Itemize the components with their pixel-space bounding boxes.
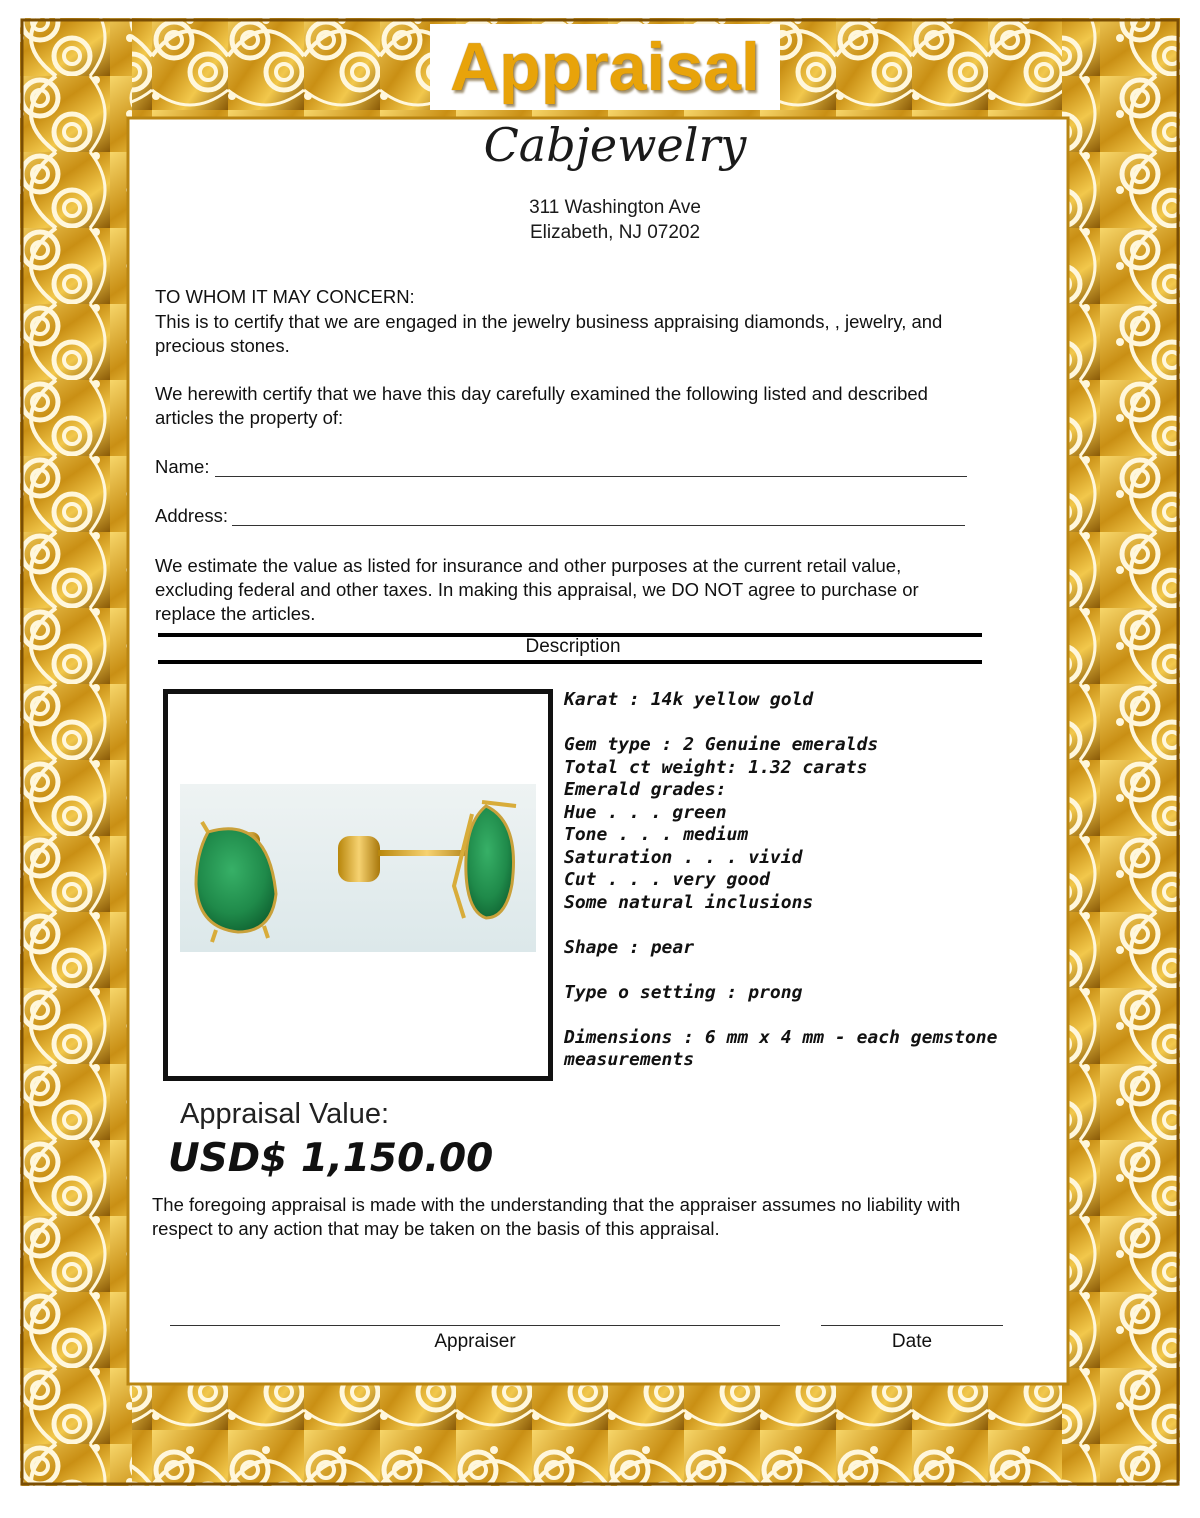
- spec-dimensions-line1: Dimensions : 6 mm x 4 mm - each gemstone: [564, 1026, 998, 1048]
- certify-paragraph-1: This is to certify that we are engaged in the jewelry business appraising diamonds, , jewelry, and precious stones.: [155, 311, 943, 356]
- salutation: TO WHOM IT MAY CONCERN:: [155, 286, 415, 307]
- spec-saturation: Saturation . . . vivid: [564, 846, 803, 868]
- spec-hue: Hue . . . green: [564, 801, 727, 823]
- spec-tone: Tone . . . medium: [564, 824, 749, 845]
- appraisal-value-label: Appraisal Value:: [180, 1098, 390, 1130]
- name-field-line[interactable]: [215, 476, 967, 477]
- spec-shape: Shape : pear: [564, 936, 695, 958]
- company-address-line1: 311 Washington Ave: [529, 197, 701, 218]
- appraiser-label: Appraiser: [434, 1331, 516, 1352]
- spec-setting: Type o setting : prong: [564, 981, 803, 1003]
- document-title: Appraisal: [430, 24, 780, 110]
- estimate-paragraph: We estimate the value as listed for insurance and other purposes at the current retail value, excluding federal and other taxes. In making this appraisal, we DO NOT agree to purchase or replace the articles.: [155, 555, 919, 624]
- address-field-line[interactable]: [232, 525, 965, 526]
- company-address-line2: Elizabeth, NJ 07202: [529, 222, 701, 243]
- specifications-list: [564, 689, 1064, 1072]
- liability-disclaimer: The foregoing appraisal is made with the understanding that the appraiser assumes no liability with respect to any action that may be taken on the basis of this appraisal.: [152, 1194, 961, 1239]
- certify-paragraph-2: We herewith certify that we have this day carefully examined the following listed and described articles the property of:: [155, 383, 928, 428]
- appraisal-value-amount: USD$ 1,150.00: [168, 1136, 494, 1181]
- spec-karat: Karat : 14k yellow gold: [564, 689, 814, 710]
- spec-gem-type: Gem type : 2 Genuine emeralds: [564, 734, 879, 755]
- spec-cut: Cut . . . very good: [564, 869, 770, 890]
- brand-name: Cabjewelry: [483, 118, 747, 172]
- spec-dimensions-line2: measurements: [564, 1049, 695, 1070]
- spec-total-ct: Total ct weight: 1.32 carats: [564, 756, 868, 778]
- product-photo-frame: [163, 689, 553, 1081]
- spec-grades-heading: Emerald grades:: [564, 779, 727, 800]
- date-signature-line[interactable]: [821, 1325, 1003, 1326]
- appraiser-signature-line[interactable]: [170, 1325, 780, 1326]
- description-heading: Description: [525, 636, 621, 657]
- description-bottom-rule: [158, 660, 982, 664]
- emerald-earrings-image: [168, 694, 548, 1076]
- address-label: Address:: [155, 505, 229, 526]
- date-label: Date: [891, 1331, 933, 1352]
- spec-inclusions: Some natural inclusions: [564, 891, 814, 913]
- name-label: Name:: [155, 456, 210, 477]
